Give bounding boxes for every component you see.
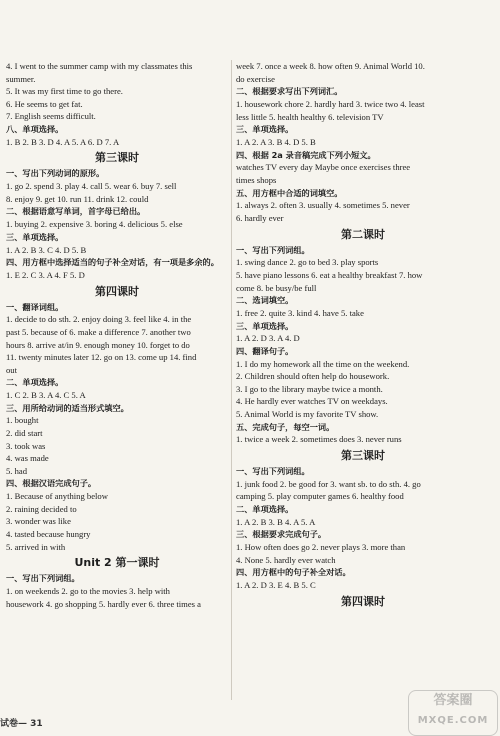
answer-line: 1. junk food 2. be good for 3. want sb. to do sth. 4. go [236, 478, 421, 489]
answer-line: 1. housework chore 2. hardly hard 3. twice two 4. least [236, 98, 425, 109]
lesson-title: Unit 2 第一课时 [74, 556, 160, 570]
answer-line: come 8. be busy/be full [236, 282, 317, 293]
exercise-heading: 一、写出下列词组。 [236, 466, 310, 477]
answer-line: 8. enjoy 9. get 10. run 11. drink 12. could [6, 193, 149, 204]
answer-line: 5. Animal World is my favorite TV show. [236, 409, 379, 420]
answer-line: less little 5. health healthy 6. television TV [236, 111, 384, 122]
exercise-heading: 四、用方框中的句子补全对话。 [236, 567, 351, 578]
exercise-heading: 二、单项选择。 [6, 377, 64, 388]
exercise-heading: 一、写出下列词组。 [236, 244, 310, 255]
answer-line: 1. E 2. C 3. A 4. F 5. D [6, 269, 85, 280]
column-divider [231, 60, 232, 700]
answer-line: hours 8. arrive at/in 9. enough money 10. forget to do [6, 339, 190, 350]
answer-line: week 7. once a week 8. how often 9. Animal World 10. [236, 61, 425, 71]
answer-line: 1. bought [6, 415, 39, 426]
answer-line: summer. [6, 73, 36, 84]
exercise-heading: 二、根据语意写单词，首字母已给出。 [6, 206, 146, 217]
answer-line: 6. hardly ever [236, 212, 284, 223]
page-footer: 试卷— 31 [0, 719, 43, 729]
answer-line: 2. did start [6, 428, 43, 439]
answer-line: 1. I do my homework all the time on the weekend. [236, 358, 410, 369]
answer-line: housework 4. go shopping 5. hardly ever 6. three times a [6, 598, 201, 609]
answer-line: 1. A 2. B 3. C 4. D 5. B [6, 244, 87, 255]
answer-line: 1. C 2. B 3. A 4. C 5. A [6, 390, 86, 401]
answer-line: out [6, 364, 17, 375]
lesson-title: 第四课时 [95, 284, 139, 298]
answer-line: do exercise [236, 73, 275, 84]
answer-line: 1. How often does go 2. never plays 3. more than [236, 542, 406, 553]
exercise-heading: 四、根据汉语完成句子。 [6, 478, 97, 489]
answer-line: 5. had [6, 465, 28, 476]
exercise-heading: 三、单项选择。 [6, 231, 64, 242]
answer-line: 11. twenty minutes later 12. go on 13. come up 14. find [6, 352, 197, 363]
watermark-url: MXQE.COM [417, 715, 489, 726]
answer-line: 1. buying 2. expensive 3. boring 4. delicious 5. else [6, 219, 183, 230]
answer-line: 5. have piano lessons 6. eat a healthy breakfast 7. how [236, 269, 423, 280]
left-column [6, 60, 228, 610]
exercise-heading: 一、写出下列词组。 [6, 573, 80, 584]
answer-line: watches TV every day Maybe once exercises three [236, 162, 411, 173]
exercise-heading: 二、选词填空。 [236, 295, 294, 306]
answer-line: camping 5. play computer games 6. healthy food [236, 491, 404, 502]
answer-line: 3. took was [6, 440, 46, 451]
exercise-heading: 一、翻译词组。 [6, 301, 64, 312]
exercise-heading: 五、用方框中合适的词填空。 [236, 187, 343, 198]
answer-line: 1. A 2. D 3. A 4. D [236, 333, 300, 344]
exercise-heading: 三、用所给动词的适当形式填空。 [6, 402, 129, 413]
answer-line: 7. English seems difficult. [6, 111, 96, 122]
answer-line: 1. swing dance 2. go to bed 3. play sports [236, 257, 379, 268]
exercise-heading: 八、单项选择。 [6, 123, 64, 134]
answer-line: 1. Because of anything below [6, 491, 108, 502]
watermark-logo [408, 690, 498, 736]
answer-line: 1. twice a week 2. sometimes does 3. never runs [236, 434, 402, 445]
answer-line: 1. A 2. D 3. E 4. B 5. C [236, 580, 316, 591]
answer-line: times shops [236, 174, 277, 185]
answer-line: 1. A 2. A 3. B 4. D 5. B [236, 136, 316, 147]
exercise-heading: 一、写出下列动词的原形。 [6, 168, 105, 179]
answer-line: 4. None 5. hardly ever watch [236, 554, 336, 565]
answer-line: 1. go 2. spend 3. play 4. call 5. wear 6. buy 7. sell [6, 181, 177, 192]
exercise-heading: 三、单项选择。 [236, 124, 294, 135]
answer-line: 4. was made [6, 453, 49, 464]
answer-line: 1. always 2. often 3. usually 4. sometimes 5. never [236, 200, 410, 211]
exercise-heading: 二、根据要求写出下列词汇。 [236, 86, 343, 97]
lesson-title: 第四课时 [341, 594, 385, 608]
answer-line: 3. wonder was like [6, 516, 71, 527]
exercise-heading: 四、用方框中选择适当的句子补全对话，有一项是多余的。 [6, 257, 219, 268]
exercise-heading: 三、根据要求完成句子。 [236, 529, 327, 540]
exercise-heading: 二、单项选择。 [236, 504, 294, 515]
answer-line: past 5. because of 6. make a difference 7. another two [6, 326, 191, 337]
answer-line: 1. decide to do sth. 2. enjoy doing 3. feel like 4. in the [6, 314, 192, 325]
answer-line: 4. He hardly ever watches TV on weekdays. [236, 396, 388, 407]
exercise-heading: 四、根据 2a 录音稿完成下列小短文。 [236, 149, 376, 160]
lesson-title: 第三课时 [95, 151, 139, 165]
exercise-heading: 三、单项选择。 [236, 320, 294, 331]
answer-line: 4. tasted because hungry [6, 529, 91, 540]
answer-line: 4. I went to the summer camp with my classmates this [6, 61, 193, 71]
exercise-heading: 四、翻译句子。 [236, 345, 294, 356]
exercise-heading: 五、完成句子，每空一词。 [236, 421, 335, 432]
watermark-logo-text: 答案圈 [433, 693, 473, 708]
answer-line: 2. Children should often help do housework. [236, 371, 390, 382]
answer-line: 1. free 2. quite 3. kind 4. have 5. take [236, 307, 364, 318]
answer-line: 6. He seems to get fat. [6, 98, 83, 109]
right-column [236, 60, 490, 611]
answer-line: 2. raining decided to [6, 503, 77, 514]
answer-line: 1. on weekends 2. go to the movies 3. help with [6, 586, 170, 596]
lesson-title: 第二课时 [341, 227, 385, 241]
answer-line: 5. arrived in with [6, 541, 66, 552]
answer-line: 1. A 2. B 3. B 4. A 5. A [236, 516, 316, 527]
answer-line: 5. It was my first time to go there. [6, 86, 123, 97]
lesson-title: 第三课时 [341, 449, 385, 463]
answer-line: 3. I go to the library maybe twice a month. [236, 383, 383, 394]
answer-line: 1. B 2. B 3. D 4. A 5. A 6. D 7. A [6, 136, 120, 147]
